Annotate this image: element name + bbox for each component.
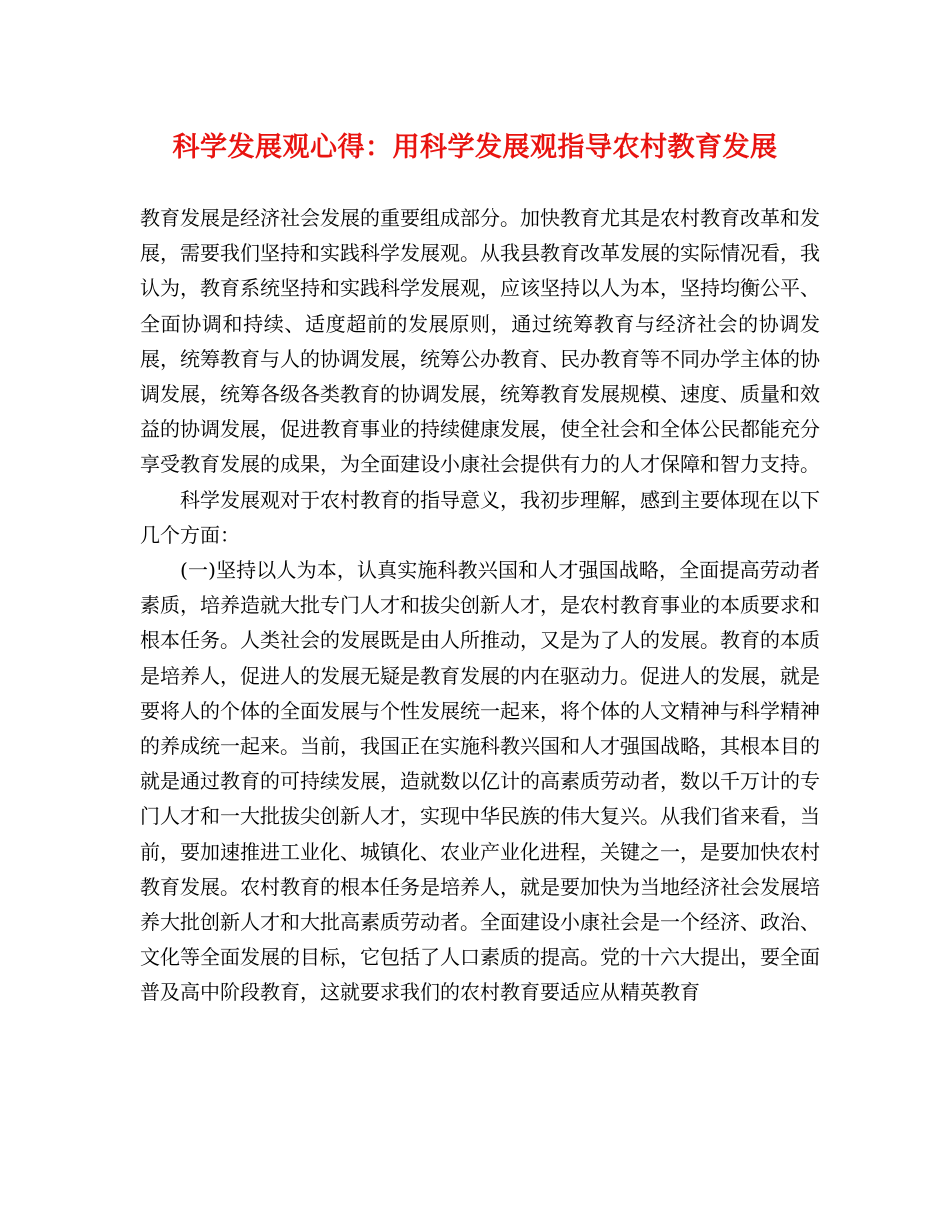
paragraph-point-one: (一)坚持以人为本，认真实施科教兴国和人才强国战略，全面提高劳动者素质，培养造就大批专门人才和拔尖创新人才，是农村教育事业的本质要求和根本任务。人类社会的发展既是由人所推动，又是为了人的发展。教育的本质是培养人，促进人的发展无疑是教育发展的内在驱动力。促进人的发展，就是要将人的个体的全面发展与个性发展统一起来，将个体的人文精神与科学精神的养成统一起来。当前，我国正在实施科教兴国和人才强国战略，其根本目的就是通过教育的可持续发展，造就数以亿计的高素质劳动者，数以千万计的专门人才和一大批拔尖创新人才，实现中华民族的伟大复兴。从我们省来看，当前，要加速推进工业化、城镇化、农业产业化进程，关键之一，是要加快农村教育发展。农村教育的根本任务是培养人，就是要加快为当地经济社会发展培养大批创新人才和大批高素质劳动者。全面建设小康社会是一个经济、政治、文化等全面发展的目标，它包括了人口素质的提高。党的十六大提出，要全面普及高中阶段教育，这就要求我们的农村教育要适应从精英教育	[140, 558, 820, 1005]
paragraph-intro: 教育发展是经济社会发展的重要组成部分。加快教育尤其是农村教育改革和发展，需要我们坚持和实践科学发展观。从我县教育改革发展的实际情况看，我认为，教育系统坚持和实践科学发展观，应该坚持以人为本，坚持均衡公平、全面协调和持续、适度超前的发展原则，通过统筹教育与经济社会的协调发展，统筹教育与人的协调发展，统筹公办教育、民办教育等不同办学主体的协调发展，统筹各级各类教育的协调发展，统筹教育发展规模、速度、质量和效益的协调发展，促进教育事业的持续健康发展，使全社会和全体公民都能充分享受教育发展的成果，为全面建设小康社会提供有力的人才保障和智力支持。	[140, 206, 820, 477]
document-title: 科学发展观心得：用科学发展观指导农村教育发展	[172, 132, 778, 163]
paragraph-significance: 科学发展观对于农村教育的指导意义，我初步理解，感到主要体现在以下几个方面：	[140, 487, 820, 547]
document-body	[140, 201, 820, 1011]
